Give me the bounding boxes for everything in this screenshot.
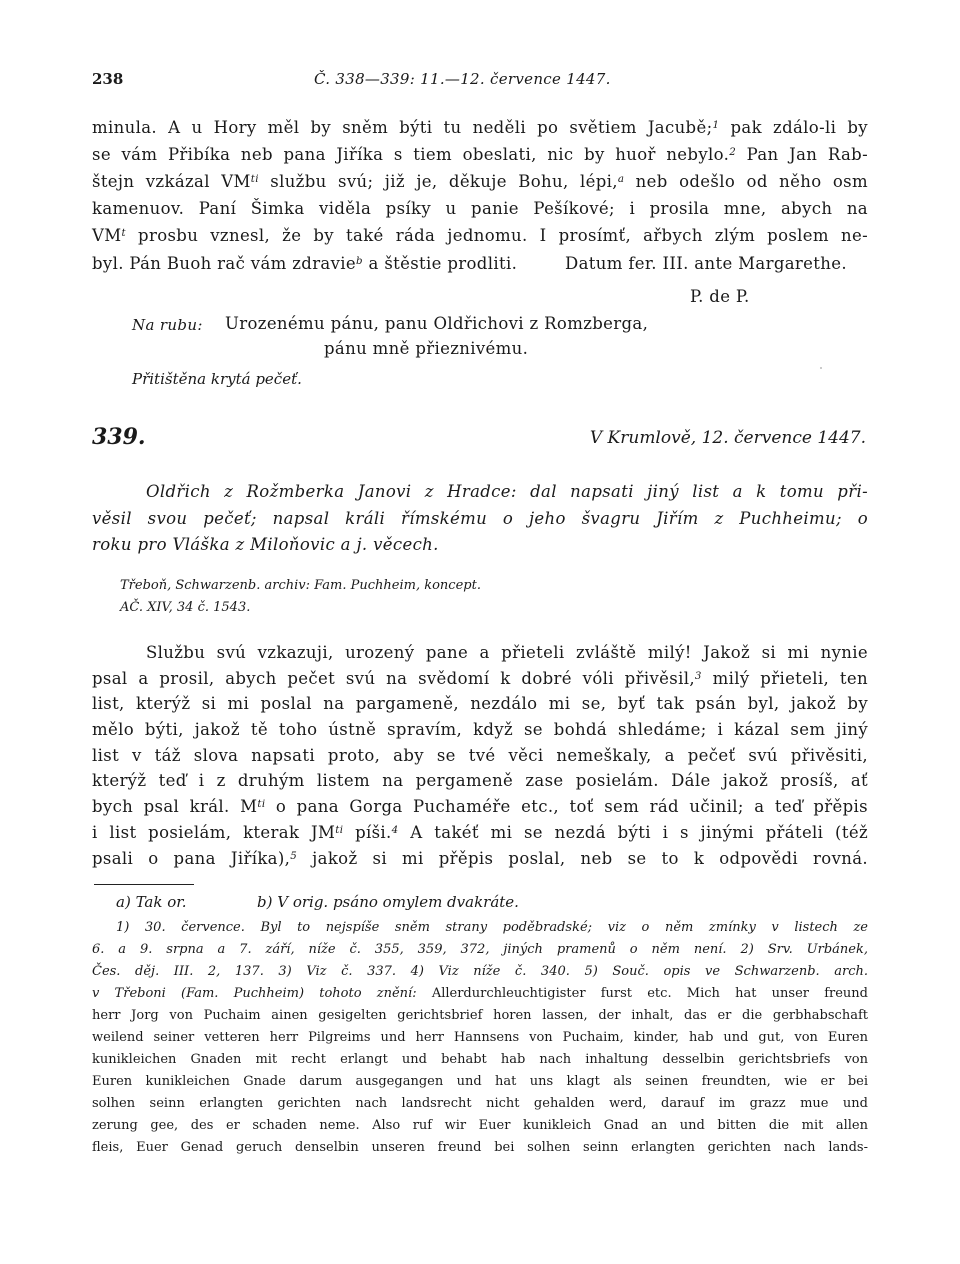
footnote-line: Euren kunikleichen Gnade darum ausgegangen und hat uns klagt als seinen freundten, wie er bei [92,1074,868,1089]
footnote-line: 1) 30. července. Byl to nejspíše sněm strany poděbradské; viz o něm zmínky v listech ze [116,920,868,935]
summary-line: roku pro Vláška z Miloňovic a j. věcech. [92,535,439,554]
address-text-2: pánu mně přieznivému. [324,339,529,358]
letter-338-line: byl. Pán Buoh rač vám zdravie$^b$ a štěstie prodliti. [92,254,518,273]
footnote-marker: 2 [729,146,737,158]
document-number: 339. [92,424,146,450]
footnote-line: fleis, Euer Genad geruch denselbin unseren freund bei solhen seinn erlangten gerichten nach lands- [92,1140,868,1155]
footnote-marker: 4 [391,824,399,836]
footnote-marker: ti [257,798,266,810]
letter-338-line: štejn vzkázal $VM^{ti}$ službu svú; již je, děkuje Bohu, lépi,$^a$ neb odešlo od něho osm [92,172,868,191]
footnote-marker: 3 [694,670,702,682]
source-archive: Třeboň, Schwarzenb. archiv: Fam. Puchheim, koncept. [120,578,481,593]
footnote-line: kunikleichen Gnaden mit recht erlangt und behabt hab nach inhaltung desselbin gerichtsbriefs von [92,1052,868,1067]
body-line: psal a prosil, abych pečet svú na svědomí k dobré vóli přivěsil,$^3$ milý přieteli, ten [92,669,868,688]
letter-338-line: se vám Přibíka neb pana Jiříka s tiem obeslati, nic by huoř nebylo.$^2$ Pan Jan Rab- [92,145,868,164]
body-line: list v táž slova napsati proto, aby se tvé věci nemeškaly, a pečeť svú přivěsiti, [92,746,868,765]
footnote-line: Čes. děj. III. 2, 137. 3) Viz č. 337. 4) Viz níže č. 340. 5) Souč. opis ve Schwarzenb. arch. [92,964,868,979]
letter-338-line: minula. A u Hory měl by sněm býti tu neděli po světiem Jacubě;$^1$ pak zdálo-li by [92,118,868,137]
footnote-marker: t [121,227,126,239]
summary-line: Oldřich z Rožmberka Janovi z Hradce: dal napsati jiný list a k tomu při- [146,482,868,501]
footnote-marker: ti [250,173,259,185]
footnote-line: 6. a 9. srpna a 7. září, níže č. 355, 359, 372, jiných pramenů o něm není. 2) Srv. Urbánek, [92,942,868,957]
page [92,0,868,1264]
letter-338-line: kamenuov. Paní Šimka viděla psíky u panie Pešíkové; i prosila mne, abych na [92,199,868,218]
footnote-line: zerung gee, des er schaden neme. Also ruf wir Euer kunikleich Gnad an und bitten die mit allen [92,1118,868,1133]
body-line: mělo býti, jakož tě toho ústně spravím, když se bohdá shledáme; i kázal sem jiný [92,720,868,739]
document-place-date: V Krumlově, 12. července 1447. [589,428,866,448]
signature: P. de P. [690,287,750,306]
footnote-a: a) Tak or. [116,893,187,911]
page-number: 238 [92,70,124,88]
address-text-1: Urozenému pánu, panu Oldřichovi z Romzberga, [225,314,649,333]
seal-note: Přitištěna krytá pečeť. [132,370,302,388]
source-edition: AČ. XIV, 34 č. 1543. [120,600,251,615]
summary-line: věsil svou pečeť; napsal králi římskému o jeho švagru Jiřím z Puchheimu; o [92,509,868,528]
body-line: psali o pana Jiříka),$^5$ jakož si mi přěpis poslal, neb se to k odpovědi rovná. [92,849,868,868]
footnote-marker: ti [335,824,344,836]
body-line: i list posielám, kterak $JM^{ti}$ píši.$^4$ A takéť mi se nezdá býti i s jinými přáteli (též [92,823,868,842]
footnote-marker: b [356,255,363,267]
footnote-marker: 5 [290,850,298,862]
footnote-line: v Třeboni (Fam. Puchheim) tohoto znění: Allerdurchleuchtigister furst etc. Mich hat unser freund [92,986,868,1001]
address-label: Na rubu: [132,316,203,334]
footnote-marker: 1 [712,119,720,131]
speck [820,367,822,369]
footnote-line: weilend seiner vetteren herr Pilgreims und herr Hannsens von Puchaim, kinder, hab und gut, von Euren [92,1030,868,1045]
footnote-b: b) V orig. psáno omylem dvakráte. [257,893,519,911]
body-line: Službu svú vzkazuji, urozený pane a přieteli zvláště milý! Jakož si mi nynie [146,643,868,662]
datum: Datum fer. III. ante Margarethe. [565,254,847,273]
footnote-line: herr Jorg von Puchaim ainen gesigelten gerichtsbrief horen lassen, der inhalt, das er die gerbhabschaft [92,1008,868,1023]
running-title: Č. 338—339: 11.—12. července 1447. [314,70,611,88]
letter-338-line: $VM^t$ prosbu vznesl, že by také ráda jednomu. I prosímť, ařbych zlým poslem ne- [92,226,868,245]
footnote-rule [94,884,194,885]
body-line: bych psal král. $M^{ti}$ o pana Gorga Puchaméře etc., toť sem rád učinil; a teď přěpis [92,797,868,816]
body-line: list, kterýž si mi poslal na pargameně, nezdálo mi se, byť tak psán byl, jakož by [92,694,868,713]
body-line: kterýž teď i z druhým listem na pergameně zase posielám. Dále jakož prosíš, ať [92,771,868,790]
footnote-marker: a [617,173,625,185]
footnote-line: solhen seinn erlangten gerichten nach landsrecht nicht gehalden werd, darauf im grazz mue und [92,1096,868,1111]
